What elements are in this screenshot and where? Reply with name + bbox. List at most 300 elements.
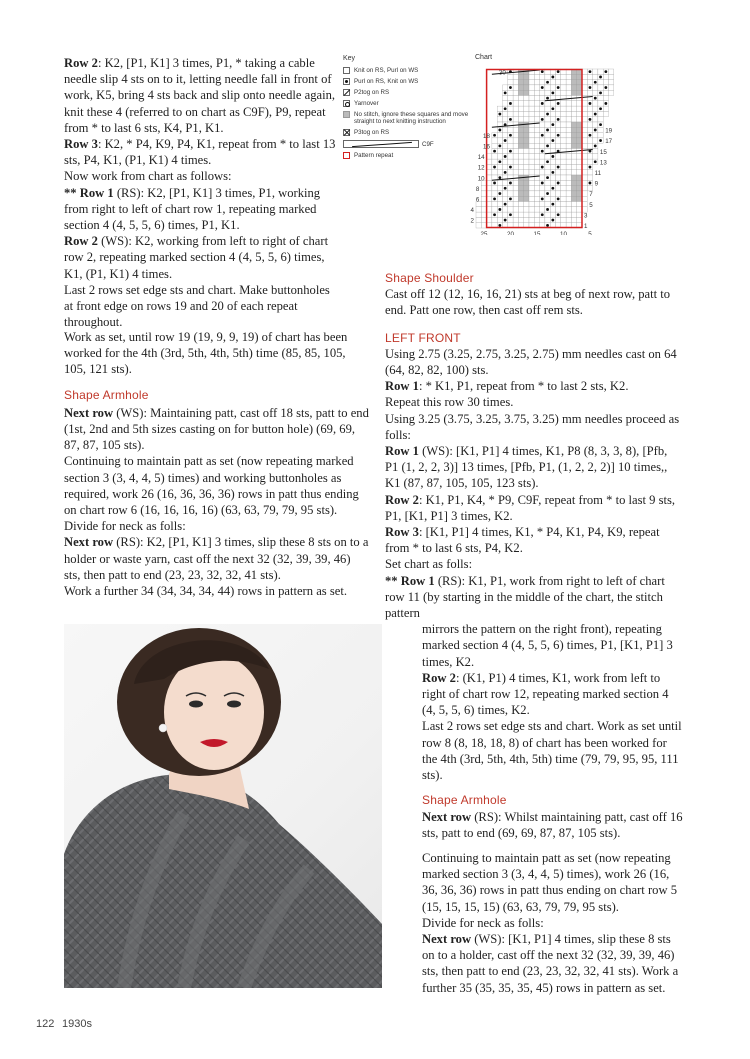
chart-cell (487, 196, 492, 201)
instruction-line (422, 915, 683, 931)
chart-cell (540, 186, 545, 191)
chart-cell (503, 149, 508, 154)
chart-cell (534, 101, 539, 106)
chart-cell (593, 101, 598, 106)
chart-cell (582, 149, 587, 154)
purl-stitch (541, 166, 544, 169)
chart-cell (566, 164, 571, 169)
row-label: Row 2 (64, 56, 98, 70)
chart-cell (497, 138, 502, 143)
chart-cell (598, 133, 603, 138)
instruction-line (422, 718, 683, 783)
chart-cell (593, 90, 598, 95)
chart-cell (524, 207, 529, 212)
purl-stitch (509, 118, 512, 121)
cross-symbol-icon (343, 129, 350, 136)
instruction-line (385, 411, 683, 443)
chart-cell (529, 85, 534, 90)
chart-cell (556, 80, 561, 85)
chart-cell (566, 180, 571, 185)
chart-cell (513, 217, 518, 222)
chart-cell (566, 175, 571, 180)
chart-cell (497, 212, 502, 217)
chart-cell (582, 101, 587, 106)
chart-cell (540, 202, 545, 207)
chart-cell (481, 223, 486, 228)
chart-cell (513, 101, 518, 106)
chart-cell (603, 80, 608, 85)
purl-stitch (498, 224, 501, 227)
chart-cell (566, 212, 571, 217)
row-text: (WS): K2, working from left to right of chart row 2, repeating marked section 4 (4, 5, 5, 6) times, K1, (P1, K1) 4 times. (64, 234, 329, 281)
chart-cell (566, 159, 571, 164)
chart-cell (587, 122, 592, 127)
chart-cell (487, 164, 492, 169)
chart-cell (571, 170, 576, 175)
chart-cell (508, 74, 513, 79)
c9f-key-row (343, 140, 475, 148)
key-row (343, 111, 475, 125)
chart-cell (545, 164, 550, 169)
chart-cell (577, 207, 582, 212)
purl-stitch (604, 70, 607, 73)
chart-cell (534, 212, 539, 217)
purl-stitch (504, 107, 507, 110)
purl-stitch (604, 102, 607, 105)
purl-stitch (594, 144, 597, 147)
purl-stitch (594, 129, 597, 132)
chart-cell (571, 117, 576, 122)
chart-cell (508, 96, 513, 101)
chart-cell (503, 143, 508, 148)
chart-cell (513, 149, 518, 154)
chart-cell (566, 133, 571, 138)
row-label: Row 1 (385, 444, 419, 459)
purl-stitch (557, 118, 560, 121)
chart-cell (524, 96, 529, 101)
chart-cell (582, 159, 587, 164)
chart-cell (534, 143, 539, 148)
chart-cell (524, 202, 529, 207)
chart-cell (534, 196, 539, 201)
chart-cell (518, 217, 523, 222)
chart-cell (545, 202, 550, 207)
chart-cell (545, 85, 550, 90)
chart-cell (534, 80, 539, 85)
chart-cell (556, 159, 561, 164)
chart-cell (577, 133, 582, 138)
instruction-line (64, 534, 370, 583)
chart-cell (534, 133, 539, 138)
purl-stitch (509, 213, 512, 216)
chart-cell (550, 196, 555, 201)
row-number-label: 13 (599, 159, 607, 167)
chart-cell (534, 191, 539, 196)
purl-stitch (546, 81, 549, 84)
chart-cell (497, 196, 502, 201)
chart-key (343, 55, 475, 175)
chart-cell (593, 138, 598, 143)
chart-cell (566, 217, 571, 222)
chart-cell (540, 154, 545, 159)
chart-cell (508, 143, 513, 148)
chart-cell (561, 212, 566, 217)
chart-cell (587, 159, 592, 164)
chart-cell (524, 106, 529, 111)
purl-stitch (504, 91, 507, 94)
chart-cell (518, 196, 523, 201)
chart-cell (513, 154, 518, 159)
chart-cell (550, 101, 555, 106)
purl-stitch (557, 134, 560, 137)
chart-cell (550, 191, 555, 196)
chart-cell (529, 170, 534, 175)
row-label: Row 2 (385, 492, 419, 507)
chart-cell (571, 186, 576, 191)
key-label: P2tog on RS (354, 89, 390, 96)
chart-cell (571, 80, 576, 85)
chart-cell (593, 85, 598, 90)
purl-stitch (551, 171, 554, 174)
chart-cell (566, 154, 571, 159)
chart-cell (503, 111, 508, 116)
chart-cell (603, 90, 608, 95)
chart-cell (518, 127, 523, 132)
chart-cell (529, 96, 534, 101)
chart-cell (524, 180, 529, 185)
model-photo (64, 624, 382, 988)
chart-cell (540, 122, 545, 127)
chart-cell (518, 117, 523, 122)
chart-cell (487, 154, 492, 159)
instruction-line (64, 185, 338, 234)
purl-stitch (541, 118, 544, 121)
chart-cell (540, 80, 545, 85)
chart-cell (529, 122, 534, 127)
chart-cell (513, 196, 518, 201)
chart-cell (577, 196, 582, 201)
repeat-label: Pattern repeat (354, 152, 394, 159)
chart-cell (545, 117, 550, 122)
row-label: Next row (422, 809, 472, 824)
chart-cell (571, 191, 576, 196)
row-label: Row 3 (64, 137, 98, 152)
column-number-label: 10 (560, 231, 567, 235)
key-label: No stitch, ignore these squares and move straight to next knitting instruction (354, 111, 469, 125)
chart-cell (518, 74, 523, 79)
key-label: P3tog on RS (354, 129, 390, 136)
chart-cell (529, 212, 534, 217)
purl-stitch (557, 102, 560, 105)
chart-cell (566, 143, 571, 148)
chart-cell (540, 207, 545, 212)
chart-cell (571, 207, 576, 212)
chart-cell (571, 111, 576, 116)
chart-cell (545, 133, 550, 138)
purl-stitch (541, 86, 544, 89)
chart-cell (529, 111, 534, 116)
chart-cell (513, 111, 518, 116)
chart-cell (524, 90, 529, 95)
column-number-label: 15 (533, 231, 541, 235)
knitting-chart (462, 55, 672, 235)
row-text: : K2, * P4, K9, P4, K1, repeat from * to last 13 sts, P4, K1, (P1, K1) 4 times. (64, 137, 336, 168)
chart-cell (566, 90, 571, 95)
chart-cell (518, 191, 523, 196)
chart-cell (513, 80, 518, 85)
row-text: (RS): K2, [P1, K1] 3 times, slip these 8 sts on to a holder or waste yarn, cast off the next 32 (32, 39, 39, 46) sts, then patt to end (23, 23, 32, 32, 41 sts). (64, 535, 369, 582)
chart-cell (534, 138, 539, 143)
chart-cell (487, 186, 492, 191)
purl-stitch (546, 160, 549, 163)
purl-stitch (498, 113, 501, 116)
chart-cell (577, 127, 582, 132)
chart-cell (534, 202, 539, 207)
chart-cell (561, 149, 566, 154)
chart-cell (577, 186, 582, 191)
row-text: : (K1, P1) 4 times, K1, work from left to right of chart row 12, repeating marked section 4 (4, 5, 5, 6) times, K2. (422, 670, 669, 718)
chart-cell (577, 202, 582, 207)
chart-cell (566, 101, 571, 106)
shape-shoulder-paragraph: Cast off 12 (12, 16, 16, 21) sts at beg of next row, patt to end. Patt one row, then cast off rem sts. (385, 287, 671, 318)
chart-cell (582, 133, 587, 138)
chart-cell (508, 138, 513, 143)
pattern-repeat-icon (343, 152, 350, 159)
chart-cell (593, 74, 598, 79)
row-label: Next row (64, 535, 114, 550)
chart-cell (566, 106, 571, 111)
chart-cell (587, 80, 592, 85)
chart-cell (487, 170, 492, 175)
chart-cell (587, 127, 592, 132)
chart-cell (545, 212, 550, 217)
chart-cell (582, 106, 587, 111)
chart-cell (529, 117, 534, 122)
chart-cell (540, 111, 545, 116)
chart-cell (529, 154, 534, 159)
instruction-line (64, 518, 370, 534)
chart-cell (534, 149, 539, 154)
instruction-line (422, 809, 683, 841)
chart-cell (518, 106, 523, 111)
chart-cell (524, 217, 529, 222)
chart-cell (513, 164, 518, 169)
chart-cell (540, 90, 545, 95)
chart-cell (508, 90, 513, 95)
chart-cell (534, 154, 539, 159)
purl-stitch (509, 102, 512, 105)
chart-cell (503, 127, 508, 132)
chart-cell (577, 170, 582, 175)
purl-stitch (589, 70, 592, 73)
row-text: : K2, [P1, K1] 3 times, P1, * taking a cable needle slip 4 sts on to it, letting needle fall in front of work, K5, bring 4 sts back and slip onto needle again, knit these 4 (referred to on chart as C9F), P9, repeat from * to last 6 sts, K4, P1, K1. (64, 56, 336, 135)
chart-cell (577, 154, 582, 159)
chart-cell (508, 159, 513, 164)
row-text: Divide for neck as folls: (422, 915, 544, 930)
chart-cell (518, 143, 523, 148)
row-text: (WS): Maintaining patt, cast off 18 sts, patt to end (1st, 2nd and 5th sizes casting on for button hole) (69, 69, 87, 87, 105 sts). (64, 405, 369, 453)
right-armhole-instructions (422, 809, 683, 841)
chart-cell (534, 111, 539, 116)
left-front-continued (385, 621, 683, 783)
chart-cell (487, 207, 492, 212)
row-number-label: 15 (599, 148, 607, 156)
chart-cell (529, 149, 534, 154)
chart-cell (518, 202, 523, 207)
chart-cell (561, 180, 566, 185)
row-text: mirrors the pattern on the right front), repeating marked section 4 (4, 5, 5, 6) times, P1, [K1, P1] 3 times, K2. (422, 622, 673, 669)
chart-cell (582, 127, 587, 132)
chart-cell (513, 159, 518, 164)
chart-cell (513, 180, 518, 185)
chart-cell (476, 217, 481, 222)
chart-cell (577, 122, 582, 127)
left-front-instructions (385, 346, 683, 621)
chart-cell (524, 138, 529, 143)
chart-cell (566, 74, 571, 79)
chart-cell (577, 138, 582, 143)
chart-cell (524, 186, 529, 191)
chart-cell (481, 186, 486, 191)
purl-stitch (594, 81, 597, 84)
chart-cell (503, 196, 508, 201)
chart-cell (513, 191, 518, 196)
instruction-line (64, 168, 338, 184)
purl-stitch (541, 70, 544, 73)
row-label: Row 3 (385, 525, 419, 540)
ring-symbol-icon (343, 100, 350, 107)
chart-cell (503, 180, 508, 185)
chart-cell (582, 122, 587, 127)
instruction-line (385, 524, 683, 556)
chart-cell (513, 90, 518, 95)
chart-cell (534, 90, 539, 95)
row-number-label: 8 (475, 185, 480, 193)
chart-cell (587, 106, 592, 111)
chart-cell (492, 154, 497, 159)
chart-cell (582, 74, 587, 79)
chart-cell (481, 202, 486, 207)
instruction-line (64, 55, 338, 136)
chart-cell (524, 212, 529, 217)
purl-stitch (589, 118, 592, 121)
work-as-set-paragraph: Work as set, until row 19 (19, 9, 9, 19) of chart has been worked for the 4th (3rd, 5th, 4th, 5th) time (85, 85, 105, 105, 121 sts). (64, 330, 348, 377)
chart-cell (598, 96, 603, 101)
chart-cell (587, 138, 592, 143)
purl-stitch (498, 192, 501, 195)
chart-cell (497, 186, 502, 191)
purl-stitch (557, 70, 560, 73)
purl-stitch (498, 129, 501, 132)
chart-cell (561, 85, 566, 90)
chart-cell (513, 207, 518, 212)
chart-cell (518, 154, 523, 159)
chart-cell (487, 159, 492, 164)
purl-stitch (546, 97, 549, 100)
purl-stitch (509, 86, 512, 89)
chart-cell (566, 80, 571, 85)
chart-cell (529, 159, 534, 164)
chart-cell (566, 202, 571, 207)
chart-cell (577, 159, 582, 164)
chart-cell (508, 111, 513, 116)
chart-cell (561, 122, 566, 127)
chart-cell (487, 217, 492, 222)
chart-cell (598, 69, 603, 74)
row-number-label: 6 (475, 196, 480, 204)
page-number: 122 (36, 1018, 55, 1030)
chart-cell (529, 191, 534, 196)
chart-cell (593, 154, 598, 159)
chart-cell (550, 180, 555, 185)
chart-cell (508, 122, 513, 127)
chart-cell (513, 186, 518, 191)
chart-cell (587, 143, 592, 148)
chart-cell (487, 202, 492, 207)
row-number-label: 5 (589, 201, 593, 209)
chart-cell (577, 212, 582, 217)
dot-symbol-icon (343, 78, 350, 85)
chart-cell (524, 101, 529, 106)
key-label: Purl on RS, Knit on WS (354, 78, 419, 85)
chart-cell (529, 164, 534, 169)
chart-cell (529, 127, 534, 132)
chart-cell (550, 117, 555, 122)
row-label: Next row (64, 405, 114, 420)
purl-stitch (509, 182, 512, 185)
chart-cell (529, 106, 534, 111)
chart-cell (534, 96, 539, 101)
chart-cell (587, 175, 592, 180)
purl-stitch (541, 102, 544, 105)
purl-stitch (551, 203, 554, 206)
chart-cell (550, 133, 555, 138)
purl-stitch (546, 129, 549, 132)
cable-symbol-icon (343, 140, 419, 148)
chart-cell (529, 207, 534, 212)
chart-cell (529, 74, 534, 79)
model-illustration (64, 624, 382, 988)
purl-stitch (551, 155, 554, 158)
chart-cell (540, 106, 545, 111)
chart-cell (513, 106, 518, 111)
chart-cell (518, 212, 523, 217)
chart-cell (550, 127, 555, 132)
chart-cell (561, 96, 566, 101)
chart-cell (508, 191, 513, 196)
chart-cell (550, 212, 555, 217)
chart-cell (550, 80, 555, 85)
purl-stitch (599, 123, 602, 126)
chart-cell (487, 175, 492, 180)
purl-stitch (594, 113, 597, 116)
instruction-line (422, 621, 683, 670)
chart-cell (609, 90, 614, 95)
chart-cell (609, 69, 614, 74)
row-number-label: 30 (498, 69, 506, 77)
chart-cell (524, 133, 529, 138)
chart-cell (582, 143, 587, 148)
row-number-label: 7 (589, 191, 593, 199)
chart-cell (492, 191, 497, 196)
chart-cell (529, 138, 534, 143)
purl-stitch (589, 166, 592, 169)
purl-stitch (557, 197, 560, 200)
chart-cell (566, 127, 571, 132)
chart-cell (492, 202, 497, 207)
chart-cell (587, 90, 592, 95)
instruction-line (64, 136, 338, 168)
